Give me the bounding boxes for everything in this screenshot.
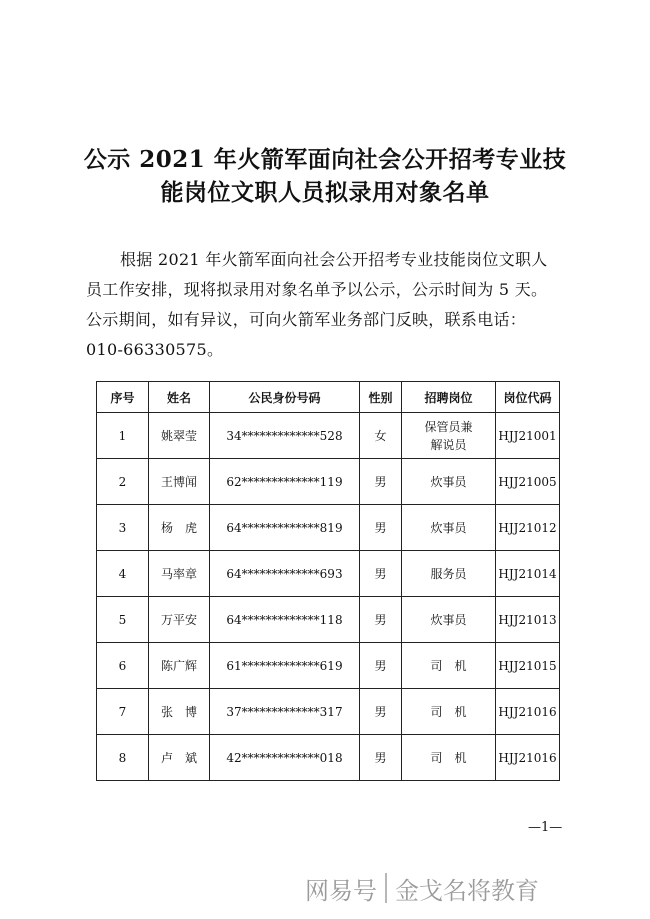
table-row [97, 505, 560, 551]
cell-serial: 7 [97, 689, 149, 735]
cell-position-code: HJJ21012 [496, 505, 560, 551]
watermark-divider [385, 873, 387, 903]
cell-position-code: HJJ21005 [496, 459, 560, 505]
table-row [97, 551, 560, 597]
cell-position-code: HJJ21015 [496, 643, 560, 689]
table-header-row [97, 382, 560, 413]
cell-position: 司 机 [402, 689, 496, 735]
cell-id-number: 64*************693 [210, 551, 360, 597]
cell-gender: 男 [360, 735, 402, 781]
cell-position: 服务员 [402, 551, 496, 597]
paragraph-line-4: 010-66330575。 [86, 340, 224, 359]
watermark-source: 网易号 [305, 876, 377, 905]
cell-id-number: 61*************619 [210, 643, 360, 689]
table-row [97, 689, 560, 735]
cell-id-number: 37*************317 [210, 689, 360, 735]
cell-gender: 女 [360, 413, 402, 459]
cell-position: 炊事员 [402, 505, 496, 551]
cell-serial: 4 [97, 551, 149, 597]
cell-serial: 5 [97, 597, 149, 643]
cell-position [402, 413, 496, 459]
cell-gender: 男 [360, 459, 402, 505]
position-line-2: 解说员 [430, 437, 467, 452]
page-number: —1— [528, 820, 563, 835]
title-line-2: 能岗位文职人员拟录用对象名单 [160, 179, 490, 206]
cell-gender: 男 [360, 551, 402, 597]
cell-serial: 8 [97, 735, 149, 781]
header-position: 招聘岗位 [402, 382, 496, 413]
candidate-table [96, 381, 560, 781]
watermark [305, 868, 645, 908]
header-id-number: 公民身份号码 [210, 382, 360, 413]
cell-name: 卢 斌 [149, 735, 210, 781]
watermark-author: 金戈名将教育 [395, 876, 539, 905]
cell-name: 陈广辉 [149, 643, 210, 689]
cell-id-number: 42*************018 [210, 735, 360, 781]
cell-serial: 6 [97, 643, 149, 689]
cell-id-number: 64*************819 [210, 505, 360, 551]
position-line-1: 保管员兼 [424, 419, 473, 434]
cell-position: 司 机 [402, 643, 496, 689]
cell-name: 姚翠莹 [149, 413, 210, 459]
cell-id-number: 64*************118 [210, 597, 360, 643]
intro-paragraph [86, 245, 576, 365]
cell-position: 司 机 [402, 735, 496, 781]
cell-position-code: HJJ21016 [496, 689, 560, 735]
paragraph-line-1: 根据 2021 年火箭军面向社会公开招考专业技能岗位文职人 [120, 250, 548, 269]
cell-name: 万平安 [149, 597, 210, 643]
table-row [97, 597, 560, 643]
cell-serial: 2 [97, 459, 149, 505]
paragraph-line-2: 员工作安排，现将拟录用对象名单予以公示，公示时间为 5 天。 [86, 280, 548, 299]
cell-position-code: HJJ21013 [496, 597, 560, 643]
cell-name: 张 博 [149, 689, 210, 735]
cell-name: 杨 虎 [149, 505, 210, 551]
cell-position-code: HJJ21014 [496, 551, 560, 597]
table-row [97, 413, 560, 459]
cell-id-number: 34*************528 [210, 413, 360, 459]
table-row [97, 735, 560, 781]
cell-id-number: 62*************119 [210, 459, 360, 505]
document-title [60, 143, 590, 209]
cell-gender: 男 [360, 643, 402, 689]
cell-position: 炊事员 [402, 597, 496, 643]
cell-serial: 3 [97, 505, 149, 551]
cell-position: 炊事员 [402, 459, 496, 505]
cell-serial: 1 [97, 413, 149, 459]
cell-gender: 男 [360, 689, 402, 735]
title-line-1: 公示 2021 年火箭军面向社会公开招考专业技 [83, 146, 567, 173]
paragraph-line-3: 公示期间，如有异议，可向火箭军业务部门反映，联系电话： [86, 310, 527, 329]
table-row [97, 643, 560, 689]
cell-name: 马率章 [149, 551, 210, 597]
table-row [97, 459, 560, 505]
cell-gender: 男 [360, 505, 402, 551]
cell-position-code: HJJ21001 [496, 413, 560, 459]
cell-name: 王博闻 [149, 459, 210, 505]
header-name: 姓名 [149, 382, 210, 413]
header-position-code: 岗位代码 [496, 382, 560, 413]
cell-position-code: HJJ21016 [496, 735, 560, 781]
header-serial: 序号 [97, 382, 149, 413]
cell-gender: 男 [360, 597, 402, 643]
header-gender: 性别 [360, 382, 402, 413]
